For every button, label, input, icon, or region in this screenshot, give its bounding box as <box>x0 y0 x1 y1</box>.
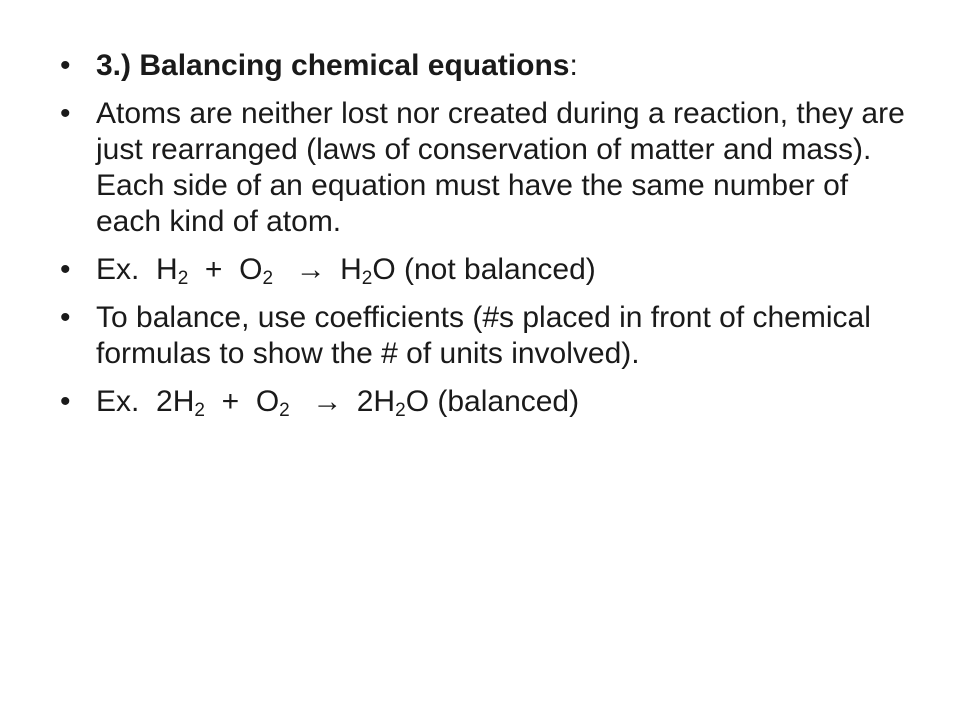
eq2-product-o: O (balanced) <box>405 385 580 418</box>
bullet-item-conservation <box>60 96 920 240</box>
bullet-list <box>60 48 920 432</box>
bullet-dot-icon: • <box>60 49 71 82</box>
eq1-subscript-h2: 2 <box>177 268 189 289</box>
conservation-paragraph: Atoms are neither lost nor created during a reaction, they are just rearranged (laws of conservation of matter and mass). Each side of an equation must have the same number of each kind of atom. <box>96 97 905 238</box>
bullet-item-example-unbalanced <box>60 252 920 288</box>
reaction-arrow-icon: → <box>295 253 326 286</box>
eq1-subscript-o2: 2 <box>262 268 274 289</box>
reaction-arrow-icon: → <box>312 385 343 418</box>
eq2-prefix: Ex. 2H <box>96 385 195 418</box>
eq2-subscript-h2o: 2 <box>395 400 406 421</box>
coefficients-paragraph: To balance, use coefficients (#s placed in front of chemical formulas to show the # of units involved). <box>96 301 871 370</box>
bullet-dot-icon: • <box>60 385 71 418</box>
bullet-item-coefficients <box>60 300 920 372</box>
eq2-product-h: 2H <box>356 385 396 418</box>
eq2-subscript-o2: 2 <box>279 400 290 421</box>
heading-text <box>96 48 920 84</box>
heading-bold-text: 3.) Balancing chemical equations <box>96 49 570 82</box>
eq1-prefix: Ex. H <box>96 253 178 286</box>
bullet-dot-icon: • <box>60 301 71 334</box>
eq2-plus-o: + O <box>204 385 280 418</box>
bullet-item-example-balanced <box>60 384 920 420</box>
bullet-item-heading <box>60 48 920 84</box>
eq1-subscript-h2o: 2 <box>361 268 373 289</box>
eq1-plus-o: + O <box>188 253 263 286</box>
balanced-equation <box>96 384 920 420</box>
eq2-subscript-h2: 2 <box>194 400 205 421</box>
eq1-product-o: O (not balanced) <box>372 253 596 286</box>
bullet-dot-icon: • <box>60 97 71 130</box>
eq1-product-h: H <box>340 253 362 286</box>
bullet-dot-icon: • <box>60 253 71 286</box>
heading-colon: : <box>569 49 578 82</box>
unbalanced-equation <box>96 252 920 288</box>
